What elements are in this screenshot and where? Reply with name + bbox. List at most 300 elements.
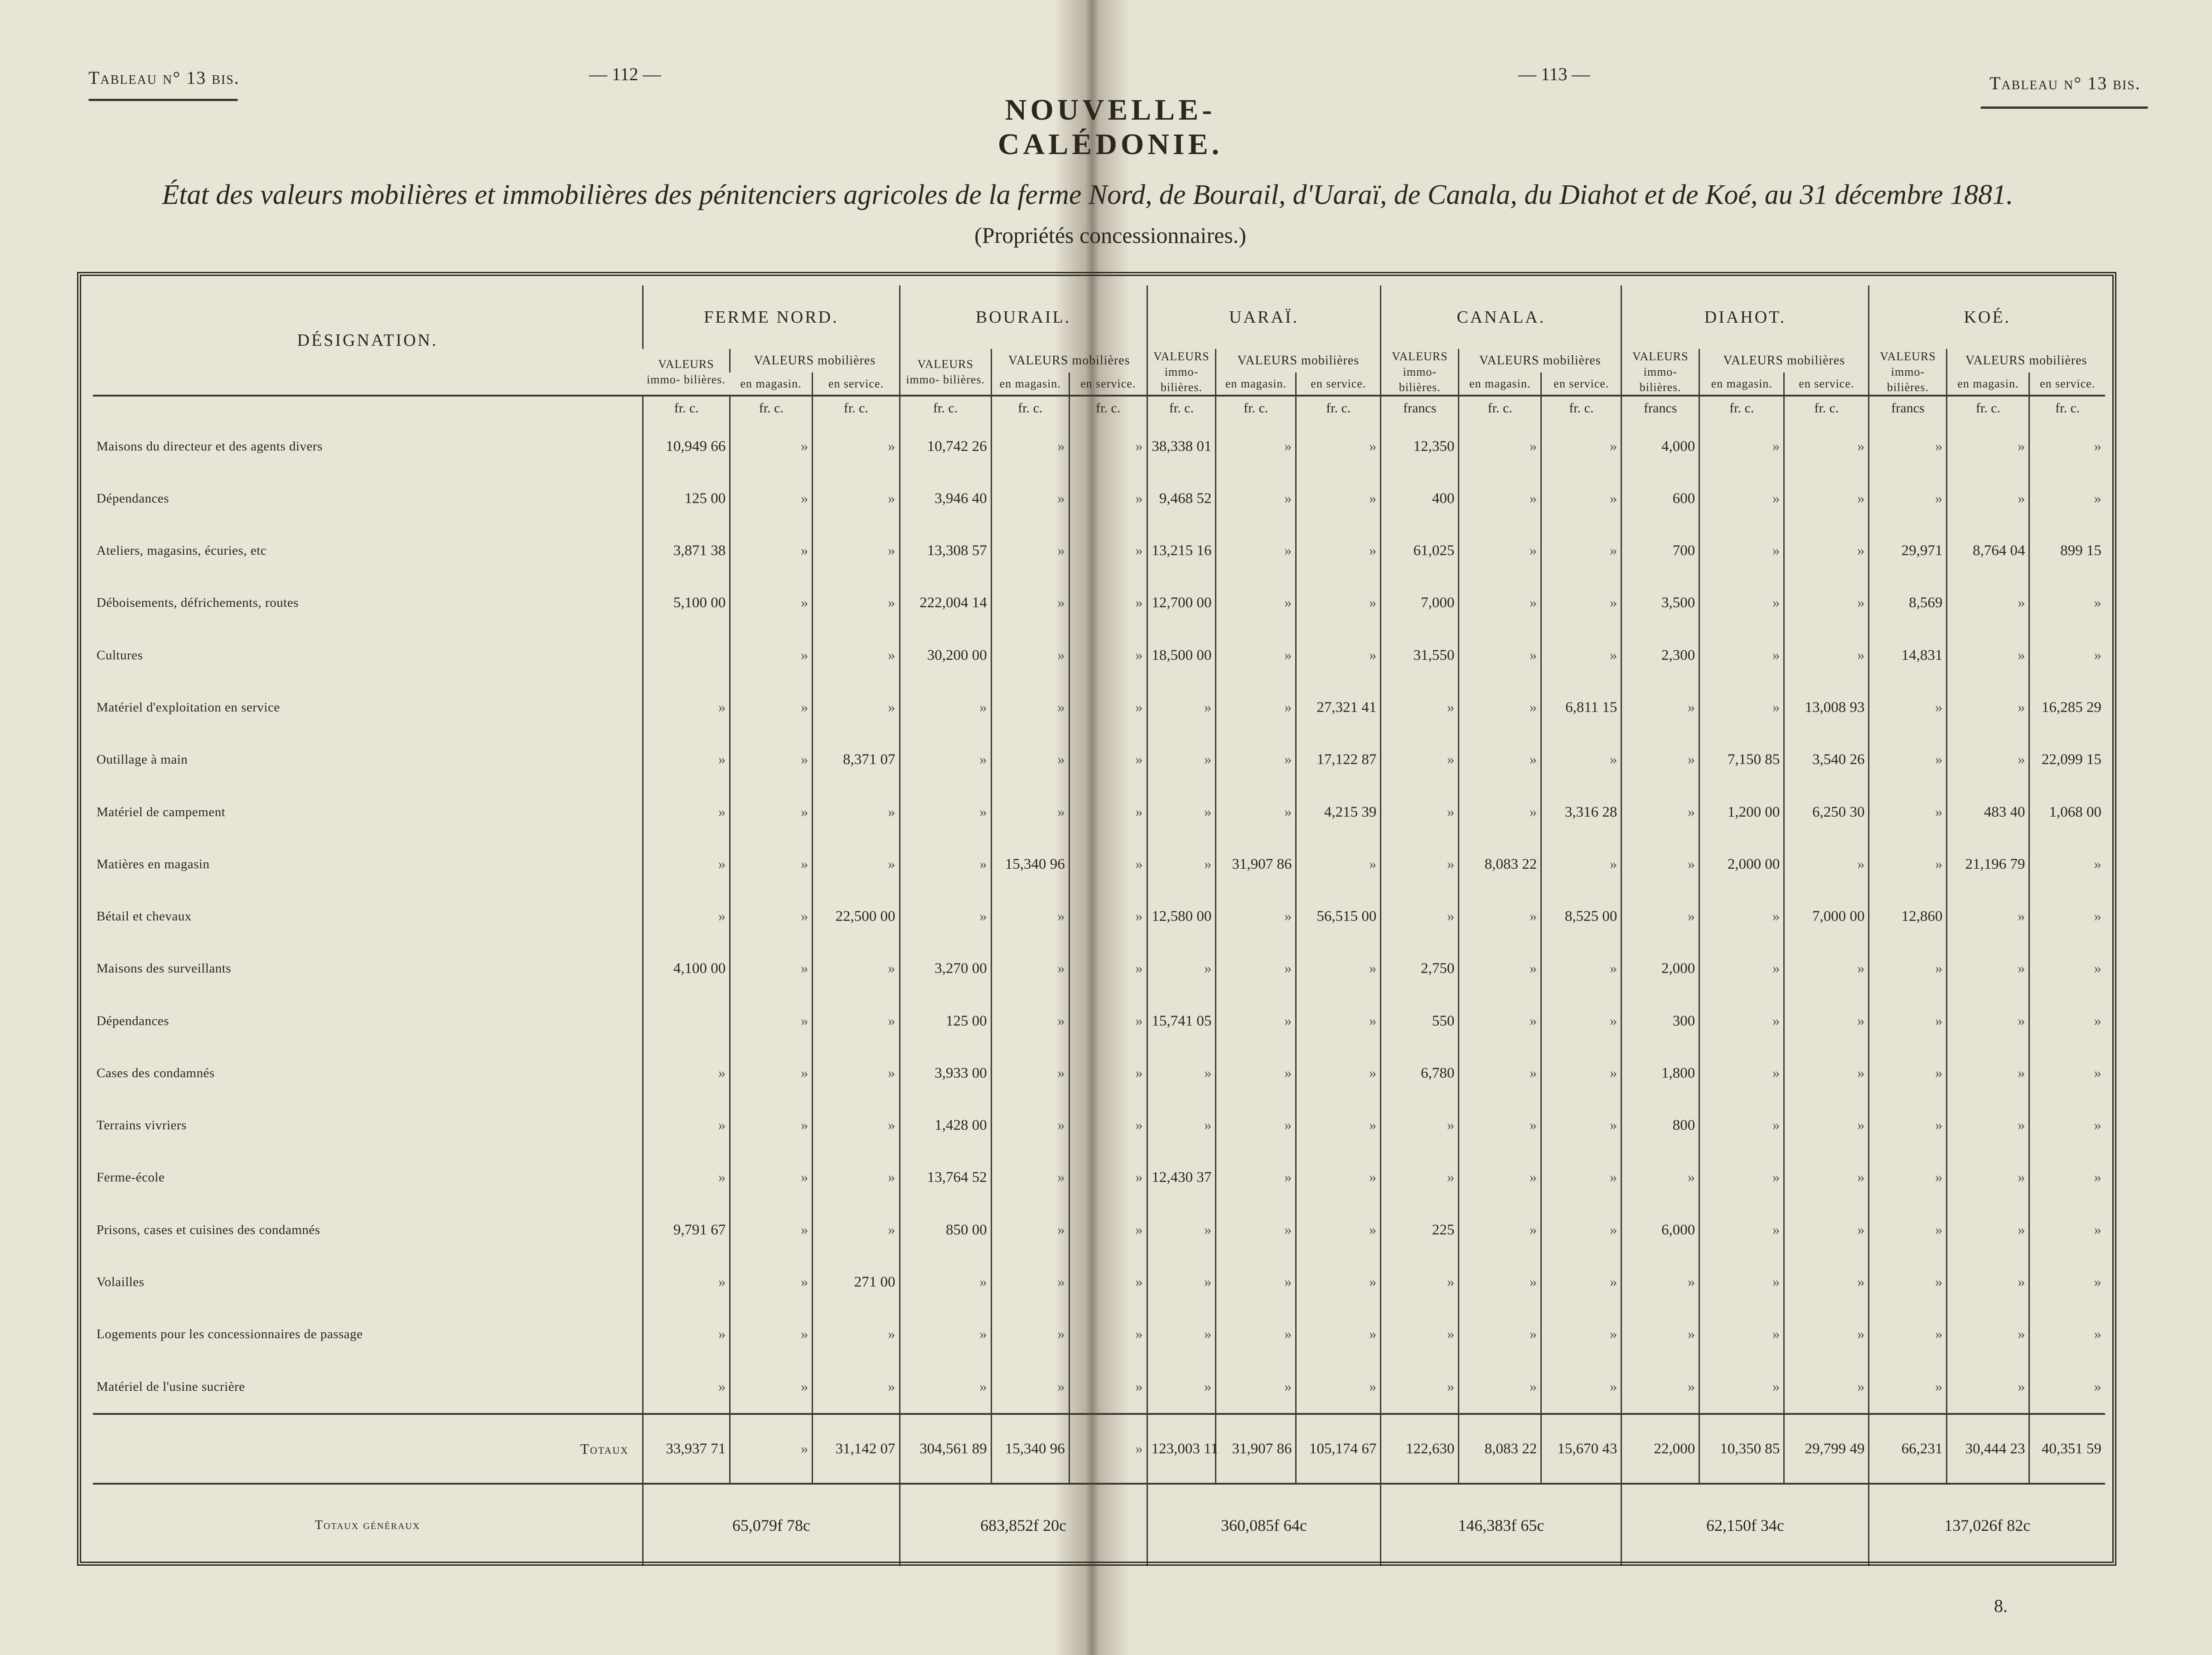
table-cell: » <box>1541 1308 1621 1360</box>
table-cell: » <box>1216 420 1296 472</box>
table-cell: 3,540 26 <box>1784 734 1869 786</box>
table-cell: » <box>1784 1204 1869 1256</box>
table-cell: » <box>1947 890 2029 943</box>
table-cell: » <box>730 734 813 786</box>
table-cell: 600 <box>1621 473 1699 525</box>
table-cell: » <box>1621 1308 1699 1360</box>
table-cell: » <box>1784 1099 1869 1152</box>
table-cell: » <box>730 1256 813 1308</box>
table-cell: » <box>730 786 813 838</box>
table-cell: » <box>813 420 900 472</box>
unit-label: fr. c. <box>730 396 813 420</box>
table-cell: » <box>1947 1256 2029 1308</box>
units-spacer <box>93 396 643 420</box>
table-cell: 8,569 <box>1869 577 1947 629</box>
table-row <box>93 1256 2105 1308</box>
table-cell: » <box>1784 629 1869 682</box>
table-cell: » <box>1296 525 1381 577</box>
table-cell: » <box>1784 1256 1869 1308</box>
table-cell: » <box>1947 943 2029 995</box>
table-cell: » <box>900 734 991 786</box>
table-cell: » <box>1541 1360 1621 1414</box>
totaux-generaux-cell: 360,085f 64c <box>1147 1484 1381 1566</box>
unit-label: fr. c. <box>1069 396 1147 420</box>
group-koe: KOÉ. <box>1869 286 2105 349</box>
table-cell: 8,764 04 <box>1947 525 2029 577</box>
table-cell: » <box>2029 995 2105 1047</box>
table-cell: » <box>730 629 813 682</box>
table-cell: » <box>2029 1308 2105 1360</box>
unit-label: fr. c. <box>643 396 730 420</box>
table-cell: » <box>1541 1256 1621 1308</box>
row-label: Prisons, cases et cuisines des condamnés <box>97 1222 320 1237</box>
table-cell: » <box>1381 786 1459 838</box>
table-cell: » <box>1784 525 1869 577</box>
table-cell: 4,215 39 <box>1296 786 1381 838</box>
table-cell: » <box>1869 1256 1947 1308</box>
table-cell: » <box>1069 1204 1147 1256</box>
table-row <box>93 629 2105 682</box>
table-cell: » <box>1947 577 2029 629</box>
table-cell: 16,285 29 <box>2029 682 2105 734</box>
table-cell: » <box>900 838 991 890</box>
table-cell: 899 15 <box>2029 525 2105 577</box>
table-cell: » <box>1784 838 1869 890</box>
table-cell: 22,099 15 <box>2029 734 2105 786</box>
table-cell: » <box>900 1360 991 1414</box>
table-cell: » <box>900 682 991 734</box>
table-cell: » <box>1784 1152 1869 1204</box>
row-label: Maisons du directeur et des agents divers <box>97 439 323 454</box>
valeurs-immobilieres-header: VALEURS immo- bilières. <box>1147 349 1216 396</box>
table-cell: » <box>1147 1360 1216 1414</box>
table-cell: » <box>1699 995 1784 1047</box>
group-uarai: UARAÏ. <box>1147 286 1381 349</box>
table-cell: » <box>813 1047 900 1099</box>
table-row <box>93 1308 2105 1360</box>
totaux-cell: 22,000 <box>1621 1414 1699 1484</box>
table-cell: » <box>1296 629 1381 682</box>
table-cell: » <box>1947 1360 2029 1414</box>
table-cell: » <box>1869 786 1947 838</box>
valeurs-immobilieres-header: VALEURS immo- bilières. <box>900 349 991 396</box>
table-cell: » <box>1459 525 1541 577</box>
table-cell: » <box>2029 473 2105 525</box>
table-cell: » <box>1947 420 2029 472</box>
table-cell: » <box>1296 420 1381 472</box>
table-cell: » <box>1216 1204 1296 1256</box>
table-cell: » <box>991 1099 1069 1152</box>
table-cell: » <box>1459 682 1541 734</box>
totaux-cell: 304,561 89 <box>900 1414 991 1484</box>
unit-label: francs <box>1869 396 1947 420</box>
table-cell: » <box>1541 1099 1621 1152</box>
table-cell: » <box>1869 1308 1947 1360</box>
table-cell: » <box>1147 943 1216 995</box>
table-cell: » <box>1621 1360 1699 1414</box>
table-cell: » <box>1869 838 1947 890</box>
table-cell: » <box>1947 629 2029 682</box>
table-cell: » <box>1621 682 1699 734</box>
table-row <box>93 943 2105 995</box>
table-cell: » <box>1216 943 1296 995</box>
table-cell: » <box>1296 1256 1381 1308</box>
table-cell: » <box>1621 838 1699 890</box>
table-cell: » <box>1541 629 1621 682</box>
table-cell: 31,550 <box>1381 629 1459 682</box>
table-cell: » <box>1147 682 1216 734</box>
table-cell: » <box>730 1204 813 1256</box>
unit-label: fr. c. <box>1216 396 1296 420</box>
table-cell: 125 00 <box>900 995 991 1047</box>
table-cell: » <box>2029 1360 2105 1414</box>
row-label: Outillage à main <box>97 752 188 767</box>
table-cell: » <box>813 1099 900 1152</box>
table-cell: » <box>1699 890 1784 943</box>
table-cell: » <box>1784 995 1869 1047</box>
table-cell: » <box>1541 838 1621 890</box>
table-cell: 6,811 15 <box>1541 682 1621 734</box>
table-cell: » <box>1381 1152 1459 1204</box>
table-cell: 225 <box>1381 1204 1459 1256</box>
totaux-generaux-cell: 62,150f 34c <box>1621 1484 1869 1566</box>
table-cell: » <box>1947 995 2029 1047</box>
page-number-left: — 112 — <box>589 64 661 84</box>
table-cell: 700 <box>1621 525 1699 577</box>
table-cell: » <box>643 682 730 734</box>
table-cell: » <box>991 1360 1069 1414</box>
table-row <box>93 577 2105 629</box>
table-cell: » <box>1784 577 1869 629</box>
table-cell: 9,468 52 <box>1147 473 1216 525</box>
totaux-cell: 105,174 67 <box>1296 1414 1381 1484</box>
table-cell: 7,150 85 <box>1699 734 1784 786</box>
table-cell: » <box>1296 1360 1381 1414</box>
table-row <box>93 734 2105 786</box>
totaux-cell: 123,003 11 <box>1147 1414 1216 1484</box>
table-cell: » <box>643 1099 730 1152</box>
table-cell: 12,700 00 <box>1147 577 1216 629</box>
signature-mark: 8. <box>1994 1596 2008 1616</box>
table-cell: » <box>2029 577 2105 629</box>
table-cell: » <box>1869 1047 1947 1099</box>
table-cell: 400 <box>1381 473 1459 525</box>
table-cell: » <box>1216 1308 1296 1360</box>
table-cell: » <box>730 525 813 577</box>
table-cell: » <box>730 682 813 734</box>
table-cell: » <box>1947 1099 2029 1152</box>
row-label: Cultures <box>97 648 143 663</box>
unit-label: fr. c. <box>1147 396 1216 420</box>
en-service-header: en service. <box>2029 373 2105 396</box>
row-label: Volailles <box>97 1275 145 1290</box>
table-cell: 31,907 86 <box>1216 838 1296 890</box>
table-cell: » <box>1459 943 1541 995</box>
tableau-label-left: Tableau n° 13 bis. <box>88 68 240 88</box>
table-cell: » <box>1621 890 1699 943</box>
table-cell: 21,196 79 <box>1947 838 2029 890</box>
table-cell: 13,008 93 <box>1784 682 1869 734</box>
en-magasin-header: en magasin. <box>1947 373 2029 396</box>
table-cell <box>643 995 730 1047</box>
table-cell: 3,500 <box>1621 577 1699 629</box>
header-rule-left <box>88 99 238 101</box>
table-cell: 30,200 00 <box>900 629 991 682</box>
group-diahot: DIAHOT. <box>1621 286 1869 349</box>
valeurs-mobilieres-header: VALEURS mobilières <box>1947 349 2105 373</box>
table-cell: » <box>643 890 730 943</box>
table-cell: 3,270 00 <box>900 943 991 995</box>
table-cell: » <box>1784 1360 1869 1414</box>
table-cell: 3,316 28 <box>1541 786 1621 838</box>
table-cell: » <box>900 1308 991 1360</box>
table-cell: » <box>1699 577 1784 629</box>
totaux-label: Totaux <box>93 1414 643 1484</box>
valeurs-mobilieres-header: VALEURS mobilières <box>1699 349 1869 373</box>
unit-label: fr. c. <box>900 396 991 420</box>
table-cell: » <box>730 995 813 1047</box>
table-cell: » <box>991 1308 1069 1360</box>
table-cell: » <box>900 786 991 838</box>
table-cell: » <box>1069 525 1147 577</box>
table-cell: » <box>1069 943 1147 995</box>
subtitle-parenthetical: (Propriétés concessionnaires.) <box>974 223 1246 248</box>
en-magasin-header: en magasin. <box>1459 373 1541 396</box>
valeurs-mobilieres-header: VALEURS mobilières <box>1459 349 1621 373</box>
table-cell: » <box>1699 1204 1784 1256</box>
table-cell: » <box>991 577 1069 629</box>
table-cell: » <box>991 995 1069 1047</box>
table-cell: » <box>813 943 900 995</box>
table-cell: 27,321 41 <box>1296 682 1381 734</box>
row-label: Ferme-école <box>97 1170 165 1185</box>
row-label: Bétail et chevaux <box>97 909 192 924</box>
table-cell: » <box>1459 473 1541 525</box>
row-label: Logements pour les concessionnaires de passage <box>97 1327 363 1342</box>
table-cell: » <box>730 473 813 525</box>
table-cell: » <box>1381 734 1459 786</box>
table-cell: » <box>1069 838 1147 890</box>
table-row <box>93 525 2105 577</box>
table-cell: » <box>900 890 991 943</box>
table-cell: » <box>991 629 1069 682</box>
table-cell: 8,371 07 <box>813 734 900 786</box>
totaux-cell: 8,083 22 <box>1459 1414 1541 1484</box>
table-cell: » <box>991 943 1069 995</box>
en-magasin-header: en magasin. <box>1699 373 1784 396</box>
valeurs-immobilieres-header: VALEURS immo- bilières. <box>647 357 726 386</box>
table-cell: » <box>1947 1308 2029 1360</box>
table-cell: 2,300 <box>1621 629 1699 682</box>
table-cell: 3,946 40 <box>900 473 991 525</box>
unit-label: fr. c. <box>1699 396 1784 420</box>
valeurs-mobilieres-header: VALEURS mobilières <box>991 349 1147 373</box>
table-cell: » <box>730 1308 813 1360</box>
table-cell: 2,000 <box>1621 943 1699 995</box>
table-cell: 22,500 00 <box>813 890 900 943</box>
table-cell: 10,949 66 <box>643 420 730 472</box>
table-cell: 8,083 22 <box>1459 838 1541 890</box>
table-cell: » <box>1296 838 1381 890</box>
table-cell: 61,025 <box>1381 525 1459 577</box>
table-cell: 550 <box>1381 995 1459 1047</box>
table-cell: » <box>643 1152 730 1204</box>
table-cell: » <box>1459 1256 1541 1308</box>
table-cell: » <box>2029 1099 2105 1152</box>
table-row <box>93 995 2105 1047</box>
totaux-cell: 29,799 49 <box>1784 1414 1869 1484</box>
row-label: Terrains vivriers <box>97 1118 187 1133</box>
table-cell: » <box>1699 1099 1784 1152</box>
table-cell: » <box>1216 734 1296 786</box>
totaux-cell: 66,231 <box>1869 1414 1947 1484</box>
table-cell: 6,250 30 <box>1784 786 1869 838</box>
table-cell: » <box>1541 525 1621 577</box>
table-cell: » <box>1296 1152 1381 1204</box>
table-cell: » <box>643 786 730 838</box>
row-label: Matériel de campement <box>97 804 226 819</box>
table-cell: » <box>1459 1308 1541 1360</box>
valeurs-immobilieres-header: VALEURS immo- bilières. <box>1381 349 1459 396</box>
table-cell: » <box>643 734 730 786</box>
en-service-header: en service. <box>813 373 900 396</box>
table-cell: » <box>1784 1308 1869 1360</box>
table-cell: » <box>1216 1152 1296 1204</box>
table-cell: 12,860 <box>1869 890 1947 943</box>
table-cell: » <box>2029 838 2105 890</box>
table-cell: » <box>730 577 813 629</box>
table-cell: » <box>1869 1099 1947 1152</box>
en-service-header: en service. <box>1541 373 1621 396</box>
totaux-generaux-cell: 137,026f 82c <box>1869 1484 2105 1566</box>
table-cell: » <box>1459 786 1541 838</box>
table-cell: » <box>1869 473 1947 525</box>
valeurs-mobilieres-header: VALEURS mobilières <box>730 349 900 373</box>
table-cell: » <box>1069 473 1147 525</box>
row-label: Dépendances <box>97 491 169 506</box>
table-cell: » <box>1296 943 1381 995</box>
table-cell: » <box>813 1308 900 1360</box>
table-cell: » <box>813 525 900 577</box>
table-cell: » <box>1947 1204 2029 1256</box>
table-cell: » <box>1069 1152 1147 1204</box>
table-cell: 38,338 01 <box>1147 420 1216 472</box>
table-cell: » <box>813 577 900 629</box>
table-cell: » <box>1459 577 1541 629</box>
table-cell: » <box>2029 629 2105 682</box>
table-cell: » <box>730 1152 813 1204</box>
table-cell: » <box>1699 943 1784 995</box>
table-row <box>93 1099 2105 1152</box>
table-cell: » <box>1541 420 1621 472</box>
totaux-cell: 15,670 43 <box>1541 1414 1621 1484</box>
table-cell: » <box>1069 1099 1147 1152</box>
table-cell: » <box>1947 682 2029 734</box>
table-cell: 6,000 <box>1621 1204 1699 1256</box>
page-subtitle: État des valeurs mobilières et immobilières des pénitenciers agricoles de la ferme Nord, de Bourail, d'Uaraï, de Canala, du Diahot et de Koé, au 31 décembre 1881. <box>162 179 2014 210</box>
data-table <box>93 286 2105 1566</box>
en-service-header: en service. <box>1069 373 1147 396</box>
group-bourail: BOURAIL. <box>900 286 1147 349</box>
table-cell: 10,742 26 <box>900 420 991 472</box>
table-cell: 1,068 00 <box>2029 786 2105 838</box>
table-cell: » <box>1147 734 1216 786</box>
totaux-generaux-cell: 65,079f 78c <box>643 1484 900 1566</box>
table-cell: » <box>813 1152 900 1204</box>
table-cell: » <box>1147 1308 1216 1360</box>
unit-label: francs <box>1621 396 1699 420</box>
table-row <box>93 420 2105 472</box>
table-cell: » <box>1381 890 1459 943</box>
table-cell: » <box>643 1360 730 1414</box>
table-cell: » <box>1541 995 1621 1047</box>
unit-label: fr. c. <box>1541 396 1621 420</box>
table-row <box>93 786 2105 838</box>
table-cell: 6,780 <box>1381 1047 1459 1099</box>
table-row <box>93 1047 2105 1099</box>
row-label: Matériel d'exploitation en service <box>97 700 280 715</box>
table-cell: » <box>991 525 1069 577</box>
table-cell: » <box>2029 1152 2105 1204</box>
row-label: Ateliers, magasins, écuries, etc <box>97 543 267 558</box>
page-title: NOUVELLE-CALÉDONIE. <box>997 93 1223 161</box>
table-row <box>93 473 2105 525</box>
table-cell: » <box>1947 473 2029 525</box>
table-cell: » <box>1621 786 1699 838</box>
table-cell: » <box>1216 577 1296 629</box>
totaux-generaux-cell: 683,852f 20c <box>900 1484 1147 1566</box>
table-cell: » <box>1381 1308 1459 1360</box>
table-cell: » <box>643 1308 730 1360</box>
table-cell: » <box>1459 890 1541 943</box>
table-cell: 222,004 14 <box>900 577 991 629</box>
table-cell: » <box>643 838 730 890</box>
table-cell: » <box>1381 838 1459 890</box>
table-cell: 15,340 96 <box>991 838 1069 890</box>
unit-label: fr. c. <box>1784 396 1869 420</box>
table-cell: » <box>1699 473 1784 525</box>
table-cell: » <box>1699 420 1784 472</box>
table-cell: » <box>991 786 1069 838</box>
table-cell: 1,800 <box>1621 1047 1699 1099</box>
unit-label: francs <box>1381 396 1459 420</box>
table-cell: 1,428 00 <box>900 1099 991 1152</box>
table-cell: » <box>1699 682 1784 734</box>
table-cell: » <box>1069 1360 1147 1414</box>
table-cell: 14,831 <box>1869 629 1947 682</box>
table-cell: 9,791 67 <box>643 1204 730 1256</box>
table-cell: 3,871 38 <box>643 525 730 577</box>
table-cell: » <box>1541 734 1621 786</box>
table-cell: 56,515 00 <box>1296 890 1381 943</box>
table-cell: » <box>1459 1152 1541 1204</box>
table-cell: 12,430 37 <box>1147 1152 1216 1204</box>
row-label: Matériel de l'usine sucrière <box>97 1379 245 1394</box>
unit-label: fr. c. <box>1459 396 1541 420</box>
table-cell: » <box>1216 629 1296 682</box>
table-cell: » <box>1296 1047 1381 1099</box>
table-cell: » <box>900 1256 991 1308</box>
totaux-generaux-row <box>93 1484 2105 1566</box>
totaux-cell: 40,351 59 <box>2029 1414 2105 1484</box>
table-cell: » <box>1381 1256 1459 1308</box>
table-cell: » <box>2029 890 2105 943</box>
table-cell: » <box>991 734 1069 786</box>
table-cell: 13,215 16 <box>1147 525 1216 577</box>
table-cell: » <box>1216 1360 1296 1414</box>
table-cell: » <box>643 1047 730 1099</box>
table-cell: » <box>1069 734 1147 786</box>
